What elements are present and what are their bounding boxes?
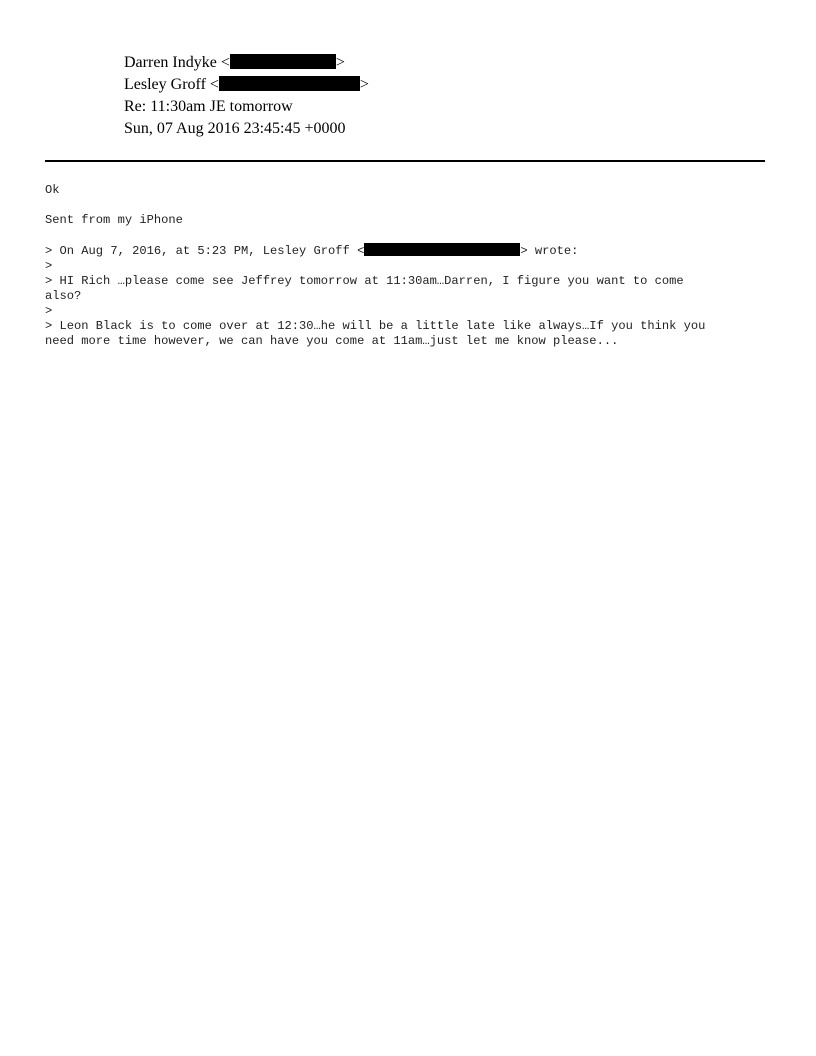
quote-blank: > bbox=[45, 304, 53, 318]
redaction-block bbox=[230, 54, 336, 69]
quote-blank: > bbox=[45, 259, 53, 273]
quote-line: > Leon Black is to come over at 12:30…he will be a little late like always…If you think you bbox=[45, 319, 706, 333]
to-close: > bbox=[359, 76, 369, 93]
redaction-block bbox=[364, 243, 520, 256]
quote-intro bbox=[45, 243, 775, 259]
quote-intro-text: > On Aug 7, 2016, at 5:23 PM, Lesley Groff < bbox=[45, 244, 365, 258]
from-value bbox=[124, 52, 345, 74]
email-body bbox=[45, 183, 775, 349]
header-divider bbox=[45, 160, 765, 162]
quote-intro-tail: > wrote: bbox=[520, 244, 579, 258]
quote-line: also? bbox=[45, 289, 82, 303]
body-line-ok: Ok bbox=[45, 183, 60, 197]
quote-line: need more time however, we can have you come at 11am…just let me know please... bbox=[45, 334, 619, 348]
redaction-block bbox=[219, 76, 360, 91]
subject-value: Re: 11:30am JE tomorrow bbox=[124, 98, 293, 115]
quote-line: > HI Rich …please come see Jeffrey tomorrow at 11:30am…Darren, I figure you want to come bbox=[45, 274, 684, 288]
body-line-signature: Sent from my iPhone bbox=[45, 213, 183, 227]
spacer bbox=[45, 228, 775, 243]
from-name: Darren Indyke < bbox=[124, 54, 230, 71]
spacer bbox=[45, 198, 775, 213]
to-name: Lesley Groff < bbox=[124, 76, 219, 93]
from-close: > bbox=[335, 54, 345, 71]
to-value bbox=[124, 74, 369, 96]
date-value: Sun, 07 Aug 2016 23:45:45 +0000 bbox=[124, 120, 346, 137]
